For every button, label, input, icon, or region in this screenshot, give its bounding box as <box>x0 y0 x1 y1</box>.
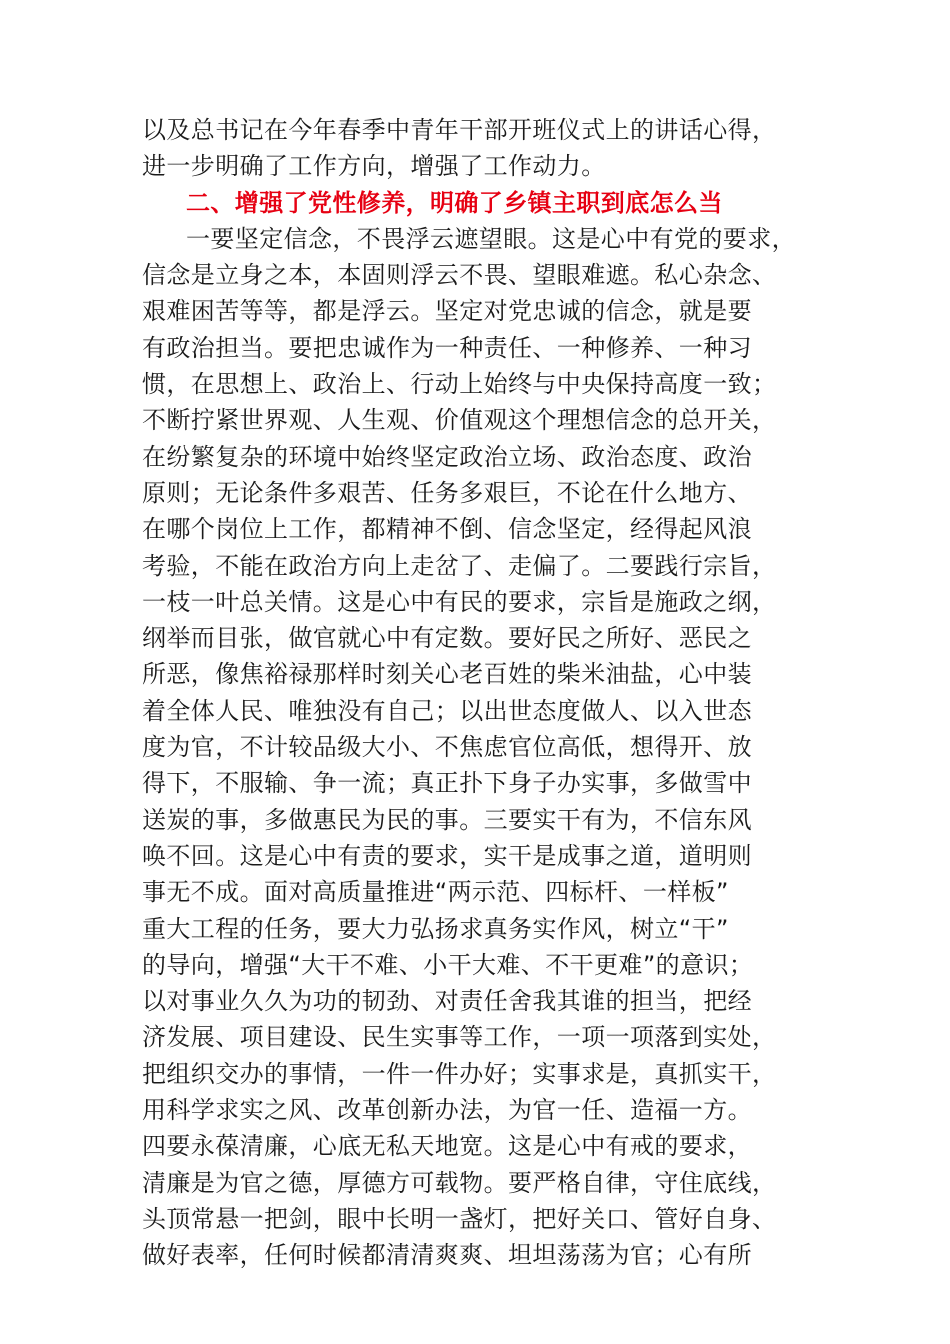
text-line-11: 原则；无论条件多艰苦、任务多艰巨，不论在什么地方、 <box>142 478 752 507</box>
paragraph-first-line: 一要坚定信念，不畏浮云遮望眼。这是心中有党的要求， <box>186 224 796 253</box>
text-line-30: 清廉是为官之德，厚德方可载物。要严格自律，守住底线， <box>142 1168 777 1197</box>
text-line-24: 的导向，增强“大干不难、小干大难、不干更难”的意识； <box>142 950 754 979</box>
text-line-1: 以及总书记在今年春季中青年干部开班仪式上的讲话心得， <box>142 116 777 144</box>
text-line-9: 不断拧紧世界观、人生观、价值观这个理想信念的总开关， <box>142 406 777 435</box>
text-line-18: 度为官，不计较品级大小、不焦虑官位高低，想得开、放 <box>142 733 752 762</box>
text-line-14: 一枝一叶总关情。这是心中有民的要求，宗旨是施政之纲， <box>142 587 777 616</box>
text-line-25: 以对事业久久为功的韧劲、对责任舍我其谁的担当，把经 <box>142 987 752 1016</box>
text-line-29: 四要永葆清廉，心底无私天地宽。这是心中有戒的要求， <box>142 1132 752 1161</box>
text-line-20: 送炭的事，多做惠民为民的事。三要实干有为，不信东风 <box>142 805 752 834</box>
text-line-32: 做好表率，任何时候都清清爽爽、坦坦荡荡为官；心有所 <box>142 1241 752 1270</box>
text-line-26: 济发展、项目建设、民生实事等工作，一项一项落到实处， <box>142 1023 777 1052</box>
section-heading: 二、增强了党性修养，明确了乡镇主职到底怎么当 <box>186 188 723 217</box>
text-line-16: 所恶，像焦裕禄那样时刻关心老百姓的柴米油盐，心中装 <box>142 660 752 689</box>
text-line-10: 在纷繁复杂的环境中始终坚定政治立场、政治态度、政治 <box>142 442 752 471</box>
text-line-13: 考验，不能在政治方向上走岔了、走偏了。二要践行宗旨， <box>142 551 777 580</box>
text-line-12: 在哪个岗位上工作，都精神不倒、信念坚定，经得起风浪 <box>142 515 752 544</box>
text-line-31: 头顶常悬一把剑，眼中长明一盏灯，把好关口、管好自身、 <box>142 1204 777 1233</box>
text-line-28: 用科学求实之风、改革创新办法，为官一任、造福一方。 <box>142 1096 752 1125</box>
text-line-22: 事无不成。面对高质量推进“两示范、四标杆、一样板” <box>142 878 729 907</box>
text-line-8: 惯，在思想上、政治上、行动上始终与中央保持高度一致； <box>142 370 777 399</box>
text-line-21: 唤不回。这是心中有责的要求，实干是成事之道，道明则 <box>142 841 752 870</box>
document-body <box>142 112 808 1274</box>
text-line-23: 重大工程的任务，要大力弘扬求真务实作风，树立“干” <box>142 914 729 943</box>
text-line-15: 纲举而目张，做官就心中有定数。要好民之所好、恶民之 <box>142 624 752 653</box>
text-line-19: 得下，不服输、争一流；真正扑下身子办实事，多做雪中 <box>142 769 752 798</box>
text-line-17: 着全体人民、唯独没有自己；以出世态度做人、以入世态 <box>142 696 752 725</box>
text-line-27: 把组织交办的事情，一件一件办好；实事求是，真抓实干， <box>142 1059 777 1088</box>
text-line-5: 信念是立身之本，本固则浮云不畏、望眼难遮。私心杂念、 <box>142 261 777 290</box>
text-line-2: 进一步明确了工作方向，增强了工作动力。 <box>142 152 606 181</box>
text-line-7: 有政治担当。要把忠诚作为一种责任、一种修养、一种习 <box>142 333 752 362</box>
text-line-6: 艰难困苦等等，都是浮云。坚定对党忠诚的信念，就是要 <box>142 297 752 326</box>
